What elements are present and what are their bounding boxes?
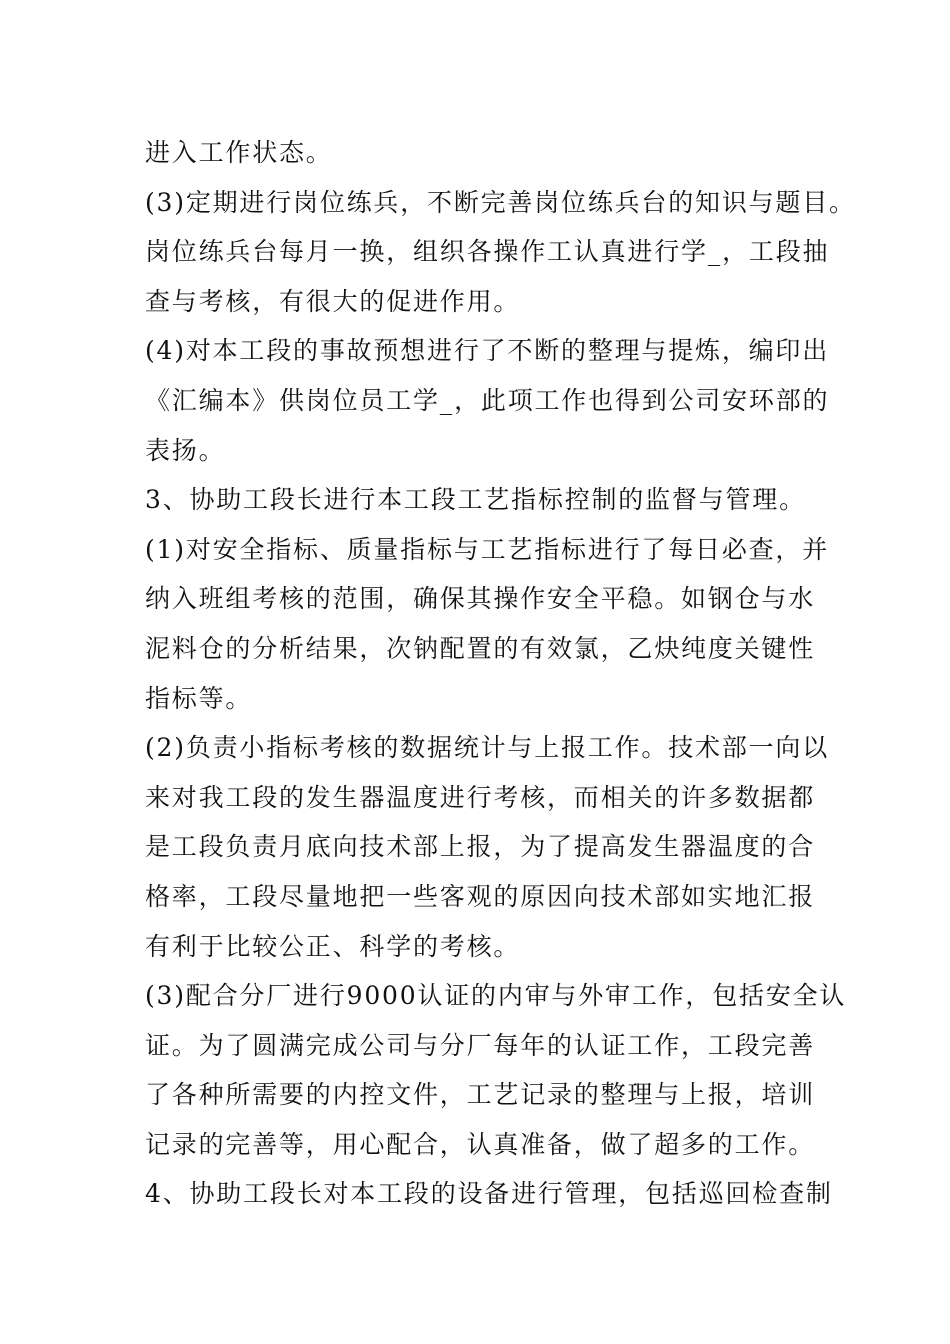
text-line: 来对我工段的发生器温度进行考核，而相关的许多数据都 — [145, 782, 816, 812]
text-line: 岗位练兵台每月一换，组织各操作工认真进行学_，工段抽 — [145, 237, 830, 267]
text-line: 查与考核，有很大的促进作用。 — [145, 286, 521, 316]
text-line: (4)对本工段的事故预想进行了不断的整理与提炼，编印出 — [145, 336, 830, 366]
text-line: 表扬。 — [145, 435, 226, 465]
text-line: 是工段负责月底向技术部上报，为了提高发生器温度的合 — [145, 832, 816, 862]
text-line: 4、协助工段长对本工段的设备进行管理，包括巡回检查制 — [145, 1179, 833, 1209]
text-line: 有利于比较公正、科学的考核。 — [145, 931, 521, 961]
body-text — [145, 128, 856, 1219]
text-line: 《汇编本》供岗位员工学_，此项工作也得到公司安环部的 — [145, 385, 830, 415]
text-line: 纳入班组考核的范围，确保其操作安全平稳。如钢仓与水 — [145, 584, 816, 614]
text-line: (2)负责小指标考核的数据统计与上报工作。技术部一向以 — [145, 733, 830, 763]
text-line: (3)配合分厂进行9000认证的内审与外审工作，包括安全认 — [145, 981, 847, 1011]
text-line: 进入工作状态。 — [145, 138, 333, 167]
text-line: (3)定期进行岗位练兵，不断完善岗位练兵台的知识与题目。 — [145, 187, 856, 217]
text-line: 泥料仓的分析结果，次钠配置的有效氯，乙炔纯度关键性 — [145, 633, 816, 663]
text-line: 了各种所需要的内控文件，工艺记录的整理与上报，培训 — [145, 1080, 816, 1110]
text-line: 格率，工段尽量地把一些客观的原因向技术部如实地汇报 — [145, 881, 816, 911]
text-line: 证。为了圆满完成公司与分厂每年的认证工作，工段完善 — [145, 1030, 816, 1060]
text-line: (1)对安全指标、质量指标与工艺指标进行了每日必查，并 — [145, 534, 830, 564]
text-line: 3、协助工段长进行本工段工艺指标控制的监督与管理。 — [145, 485, 806, 515]
text-line: 记录的完善等，用心配合，认真准备，做了超多的工作。 — [145, 1129, 816, 1159]
text-line: 指标等。 — [145, 683, 253, 713]
